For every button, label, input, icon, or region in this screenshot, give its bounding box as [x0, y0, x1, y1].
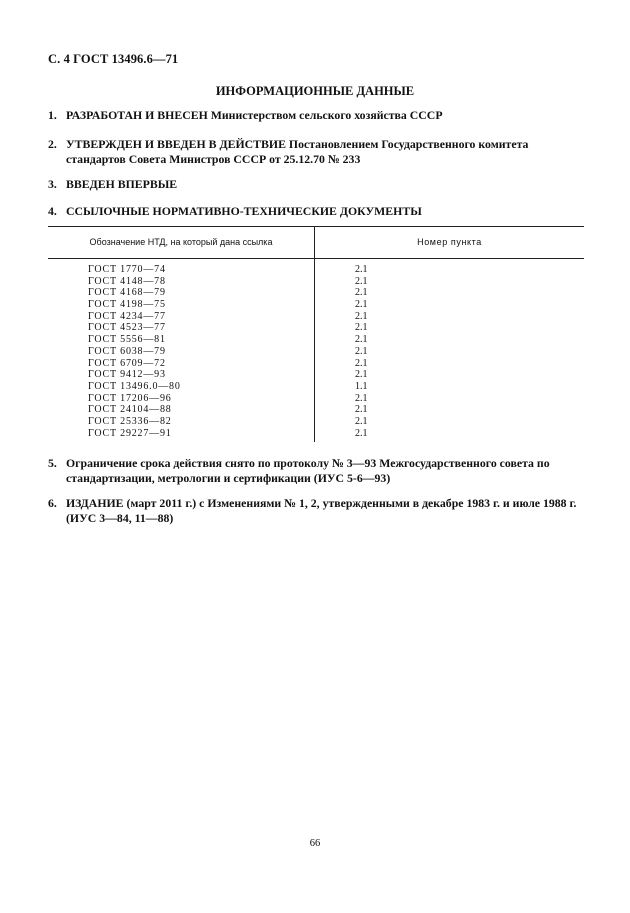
document-designation: ГОСТ 13496.0—80	[88, 380, 181, 392]
document-designation: ГОСТ 6709—72	[88, 357, 166, 369]
item-text	[66, 177, 588, 192]
point-number: 2.1	[355, 310, 368, 322]
table-row	[48, 287, 584, 299]
table-row	[48, 264, 584, 276]
item-rest: Постановлением Государственного комитета стандартов Совета Министров СССР от 25.12.70 № 233	[66, 137, 529, 166]
item-rest: Ограничение срока действия снято по протоколу № 3—93 Межгосударственного совета по стандартизации, метрологии и сертификации (ИУС 5-6—93)	[66, 456, 550, 485]
section-title: ИНФОРМАЦИОННЫЕ ДАННЫЕ	[215, 84, 415, 98]
point-number: 2.1	[355, 369, 368, 381]
document-designation: ГОСТ 9412—93	[88, 369, 166, 381]
point-number: 2.1	[355, 404, 368, 416]
document-designation: ГОСТ 6038—79	[88, 345, 166, 357]
info-item-3	[48, 177, 588, 192]
item-number: 3.	[48, 177, 57, 191]
item-text	[66, 108, 588, 123]
table-row	[48, 346, 584, 358]
table-body	[48, 264, 584, 439]
table-row	[48, 428, 584, 440]
point-number: 2.1	[355, 299, 368, 311]
table-row	[48, 311, 584, 323]
document-designation: ГОСТ 4523—77	[88, 322, 166, 334]
document-designation: ГОСТ 4148—78	[88, 275, 166, 287]
table-row	[48, 381, 584, 393]
point-number: 2.1	[355, 275, 368, 287]
point-number: 2.1	[355, 322, 368, 334]
document-designation: ГОСТ 5556—81	[88, 334, 166, 346]
point-number: 1.1	[355, 380, 368, 392]
point-number: 2.1	[355, 427, 368, 439]
table-row	[48, 276, 584, 288]
item-number: 5.	[48, 456, 57, 470]
point-number: 2.1	[355, 334, 368, 346]
reference-documents-table	[48, 226, 584, 442]
item-number: 6.	[48, 496, 57, 510]
table-row	[48, 299, 584, 311]
item-text	[66, 204, 588, 219]
document-designation: ГОСТ 1770—74	[88, 264, 166, 275]
point-number: 2.1	[355, 287, 368, 299]
page-header: С. 4 ГОСТ 13496.6—71	[48, 52, 179, 66]
table-row	[48, 369, 584, 381]
document-designation: ГОСТ 29227—91	[88, 427, 172, 439]
item-number: 4.	[48, 204, 57, 218]
page-number: 66	[309, 838, 321, 849]
item-lead: ССЫЛОЧНЫЕ НОРМАТИВНО-ТЕХНИЧЕСКИЕ ДОКУМЕНТЫ	[66, 204, 422, 218]
item-rest: (март 2011 г.) с Изменениями № 1, 2, утвержденными в декабре 1983 г. и июле 1988 г. (ИУС 3—84, 11—88)	[66, 496, 577, 525]
table-row	[48, 393, 584, 405]
document-designation: ГОСТ 4198—75	[88, 299, 166, 311]
item-lead: РАЗРАБОТАН И ВНЕСЕН	[66, 108, 208, 122]
item-rest: Министерством сельского хозяйства СССР	[207, 108, 443, 122]
table-row	[48, 322, 584, 334]
item-lead: ВВЕДЕН ВПЕРВЫЕ	[66, 177, 178, 191]
info-item-4	[48, 204, 588, 219]
item-number: 1.	[48, 108, 57, 122]
point-number: 2.1	[355, 357, 368, 369]
document-designation: ГОСТ 24104—88	[88, 404, 172, 416]
document-designation: ГОСТ 25336—82	[88, 415, 172, 427]
info-item-2	[48, 137, 588, 167]
document-designation: ГОСТ 4234—77	[88, 310, 166, 322]
table-row	[48, 334, 584, 346]
info-item-6	[48, 496, 588, 526]
item-text	[66, 137, 588, 167]
table-row	[48, 404, 584, 416]
table-header-rule	[48, 258, 584, 259]
item-lead: УТВЕРЖДЕН И ВВЕДЕН В ДЕЙСТВИЕ	[66, 137, 286, 151]
table-row	[48, 416, 584, 428]
document-designation: ГОСТ 4168—79	[88, 287, 166, 299]
item-text	[66, 496, 588, 526]
info-item-5	[48, 456, 588, 486]
point-number: 2.1	[355, 392, 368, 404]
point-number: 2.1	[355, 264, 368, 275]
point-number: 2.1	[355, 345, 368, 357]
table-header-point: Номер пункта	[417, 237, 482, 247]
table-row	[48, 358, 584, 370]
item-number: 2.	[48, 137, 57, 151]
item-text	[66, 456, 588, 486]
info-item-1	[48, 108, 588, 123]
document-designation: ГОСТ 17206—96	[88, 392, 172, 404]
table-header-document: Обозначение НТД, на который дана ссылка	[89, 237, 273, 247]
item-lead: ИЗДАНИЕ	[66, 496, 124, 510]
table-top-rule	[48, 226, 584, 227]
point-number: 2.1	[355, 415, 368, 427]
